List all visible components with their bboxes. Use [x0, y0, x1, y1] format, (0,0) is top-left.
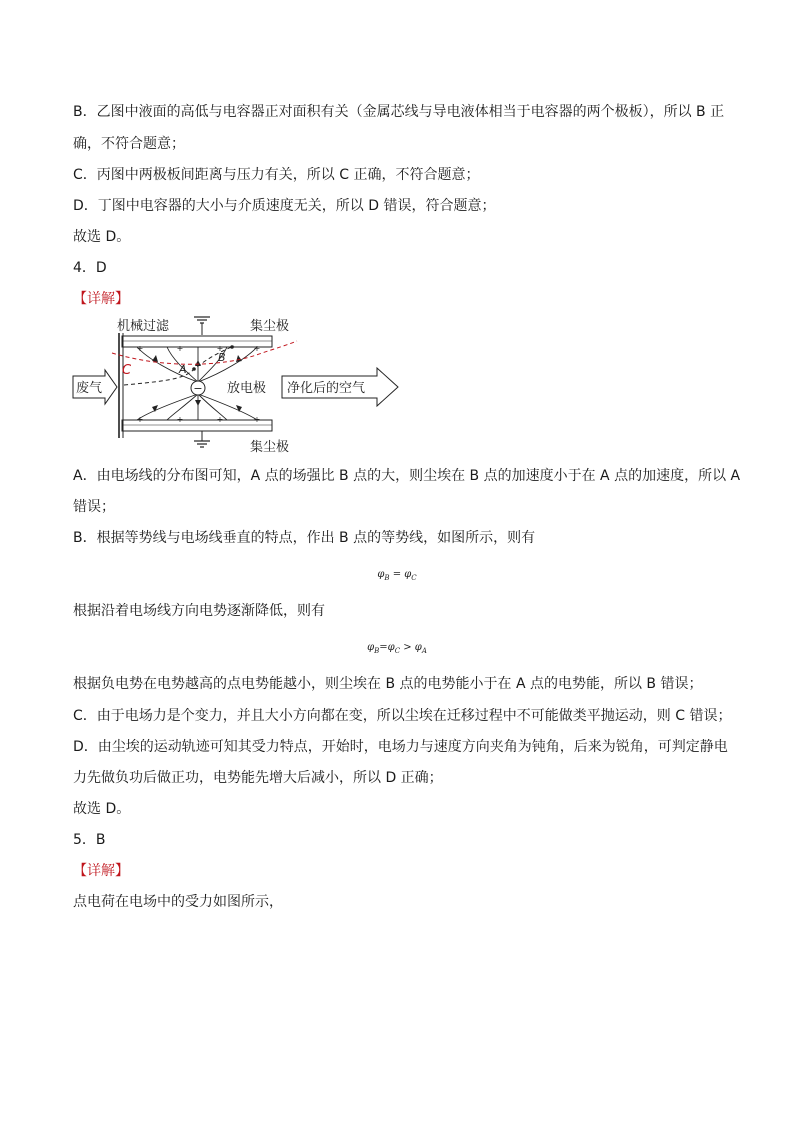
electrostatic-precipitator-diagram [72, 313, 402, 458]
text-line: 点电荷在电场中的受力如图所示， [73, 894, 283, 910]
plus-sign: + [216, 415, 224, 424]
text-line: 根据负电势在电势越高的点电势能越小，则尘埃在 B 点的电势能小于在 A 点的电势能，所以 B 错误； [73, 676, 703, 692]
text-line: B．根据等势线与电场线垂直的特点，作出 B 点的等势线，如图所示，则有 [73, 530, 536, 546]
text-line: D．丁图中电容器的大小与介质速度无关，所以 D 错误，符合题意； [73, 198, 496, 214]
text-line: 力先做负功后做正功，电势能先增大后减小，所以 D 正确； [73, 770, 443, 786]
plus-sign: + [176, 415, 184, 424]
text-line: 确，不符合题意； [73, 136, 185, 152]
point-a-label: A [179, 363, 187, 376]
question-number: 4．D [73, 260, 107, 276]
bottom-collector-label: 集尘极 [250, 440, 290, 455]
top-collector-label: 集尘极 [250, 319, 290, 334]
text-line: 故选 D。 [73, 229, 131, 245]
question-number: 5．B [73, 832, 106, 848]
minus-sign: − [193, 382, 203, 395]
detail-heading: 【详解】 [73, 291, 129, 307]
formula-potential-inequality: $\varphi_B=\varphi_C > \varphi_A$ [367, 642, 427, 655]
text-line: D．由尘埃的运动轨迹可知其受力特点，开始时，电场力与速度方向夹角为钝角，后来为锐角，可判定静电 [73, 739, 728, 755]
text-line: C．由于电场力是个变力，并且大小方向都在变，所以尘埃在迁移过程中不可能做类平抛运动，则 C 错误； [73, 708, 732, 724]
text-line: 错误； [73, 499, 115, 515]
plus-sign: + [216, 344, 224, 353]
formula-phi-b-equals-phi-c: $\varphi_B = \varphi_C$ [377, 569, 417, 582]
text-line: B．乙图中液面的高低与电容器正对面积有关（金属芯线与导电液体相当于电容器的两个极板），所以 B 正 [73, 104, 725, 120]
point-b-label: B [218, 351, 226, 364]
plus-sign: + [136, 415, 144, 424]
text-line: 故选 D。 [73, 801, 131, 817]
plus-sign: + [176, 344, 184, 353]
mechanical-filter-label: 机械过滤 [117, 319, 170, 334]
detail-heading: 【详解】 [73, 863, 129, 879]
text-line: A．由电场线的分布图可知，A 点的场强比 B 点的大，则尘埃在 B 点的加速度小于在 A 点的加速度，所以 A [73, 468, 741, 484]
exhaust-label: 废气 [76, 381, 103, 396]
point-c-label: C [122, 363, 132, 378]
text-line: 根据沿着电场线方向电势逐渐降低，则有 [73, 603, 325, 619]
plus-sign: + [136, 344, 144, 353]
plus-sign: + [253, 415, 261, 424]
discharge-electrode-label: 放电极 [227, 381, 267, 396]
plus-sign: + [253, 344, 261, 353]
text-line: C．丙图中两极板间距离与压力有关，所以 C 正确，不符合题意； [73, 167, 480, 183]
clean-air-label: 净化后的空气 [287, 381, 366, 396]
